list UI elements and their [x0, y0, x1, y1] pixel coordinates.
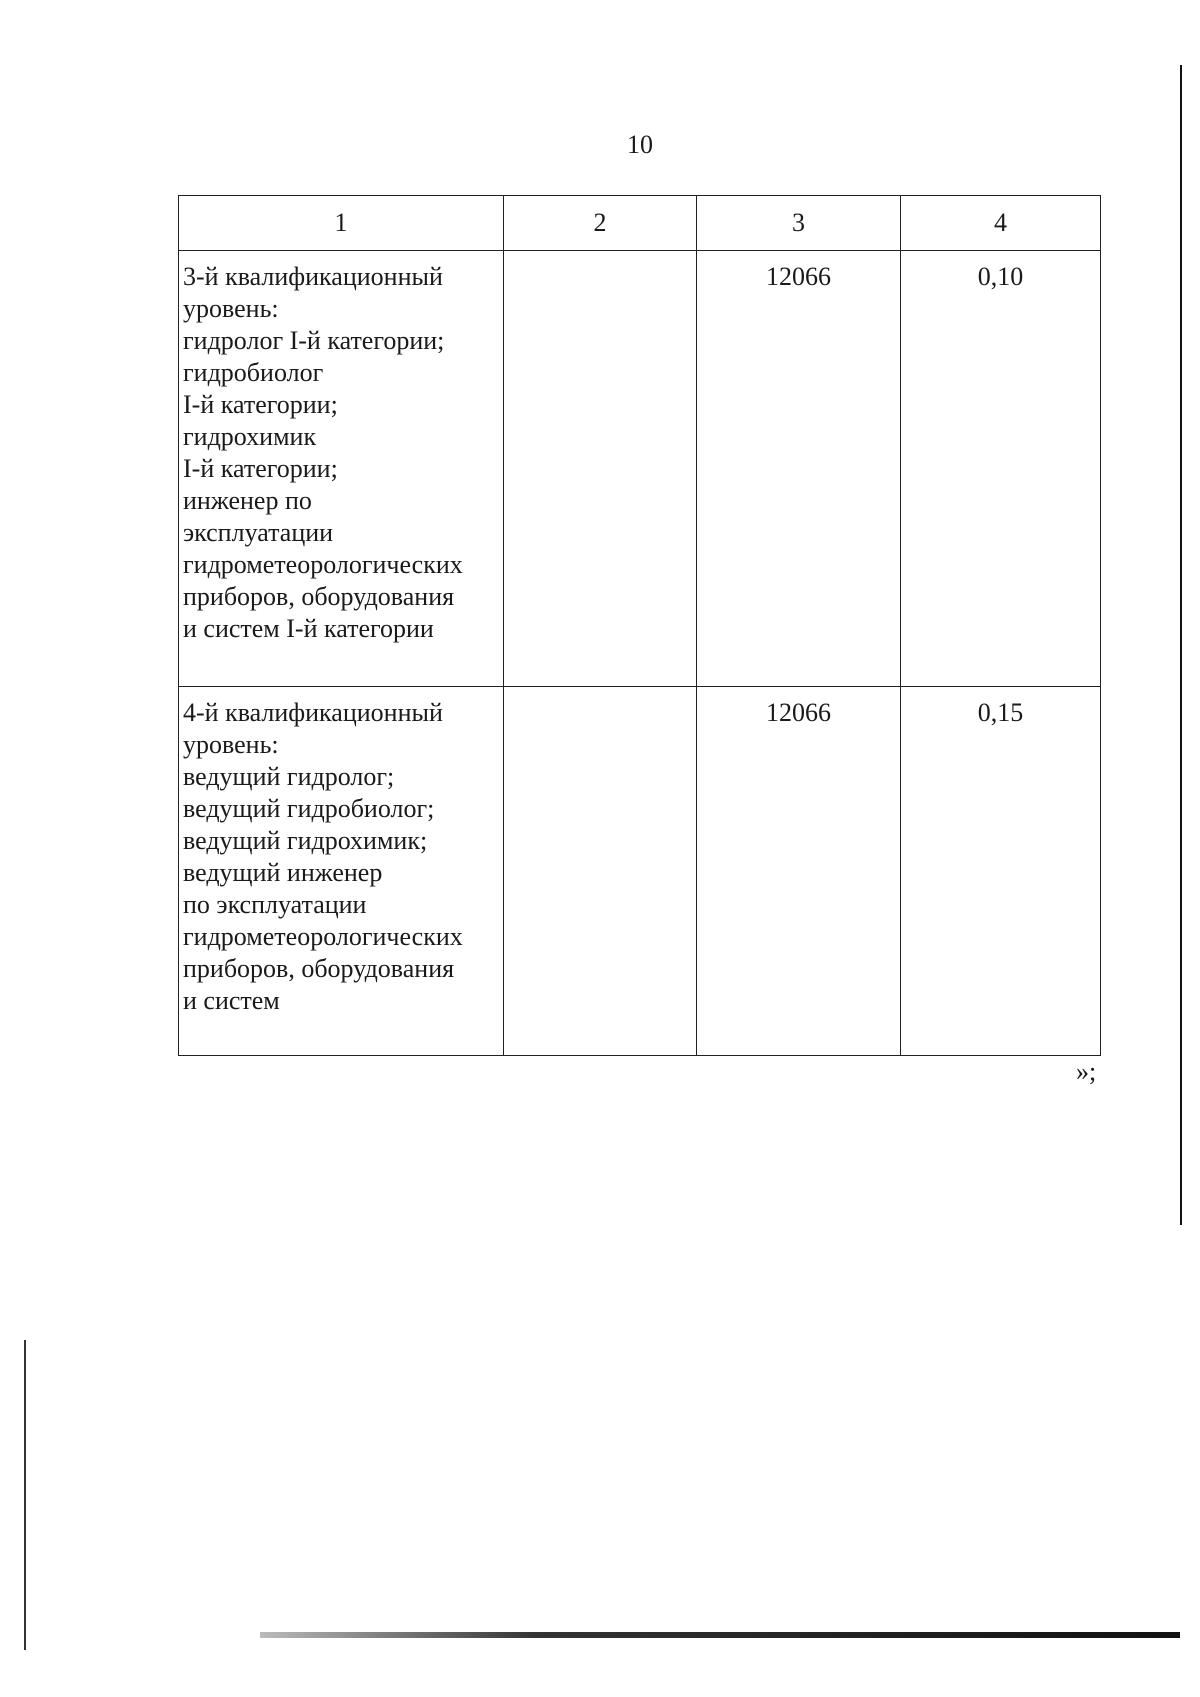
salary-cell: 12066 [697, 687, 901, 1056]
qualification-level-cell: 3-й квалификационный уровень: гидролог I-й категории; гидробиолог I-й категории; гидрохимик I-й категории; инженер по эксплуатации гидрометеорологических приборов, оборудования и систем I-й категории [179, 251, 504, 687]
empty-cell [504, 251, 697, 687]
scan-edge-right [1180, 65, 1182, 1225]
coefficient-cell: 0,15 [901, 687, 1101, 1056]
salary-cell: 12066 [697, 251, 901, 687]
coefficient-cell: 0,10 [901, 251, 1101, 687]
scan-edge-bottom [260, 1632, 1180, 1638]
page-number: 10 [627, 130, 653, 159]
scan-edge-left [24, 1340, 26, 1650]
table-row [179, 251, 1101, 687]
qualification-level-cell: 4-й квалификационный уровень: ведущий гидролог; ведущий гидробиолог; ведущий гидрохимик; ведущий инженер по эксплуатации гидрометеорологических приборов, оборудования и систем [179, 687, 504, 1056]
header-row [179, 196, 1101, 251]
column-header-2: 2 [504, 196, 697, 251]
qualification-table [178, 195, 1101, 1056]
closing-quote-mark: »; [1076, 1057, 1097, 1086]
empty-cell [504, 687, 697, 1056]
column-header-1: 1 [179, 196, 504, 251]
column-header-3: 3 [697, 196, 901, 251]
table-row [179, 687, 1101, 1056]
column-header-4: 4 [901, 196, 1101, 251]
